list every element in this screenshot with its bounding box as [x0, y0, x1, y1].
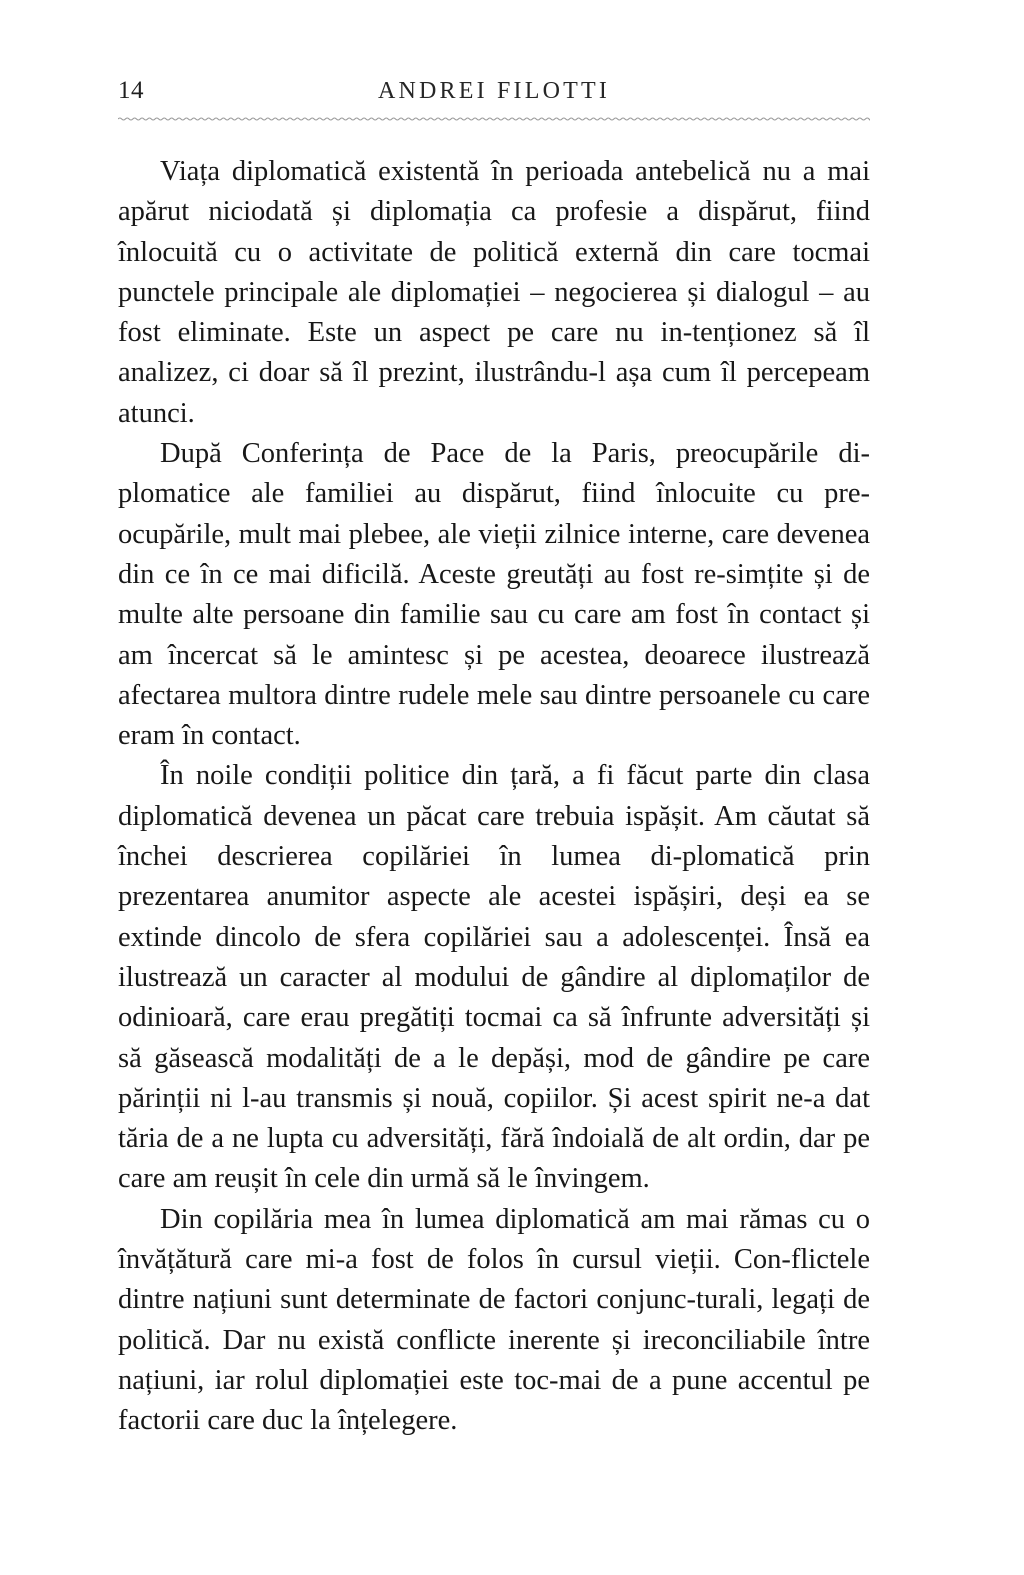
- paragraph: Viața diplomatică existentă în perioada antebelică nu a mai apărut niciodată și diplomația ca profesie a dispărut, fiind înlocuită cu o activitate de politică externă din care tocmai punctele principale ale diplomației – negocierea și dialogul – au fost eliminate. Este un aspect pe care nu in-tenționez să îl analizez, ci doar să îl prezint, ilustrându-l așa cum îl percepeam atunci.: [118, 156, 870, 429]
- running-head: [118, 78, 870, 114]
- wavy-rule-divider: [118, 112, 870, 126]
- page-number: 14: [118, 77, 144, 104]
- paragraph: În noile condiții politice din țară, a fi făcut parte din clasa diplomatică devenea un păcat care trebuia ispășit. Am căutat să închei descrierea copilăriei în lumea di-plomatică prin prezentarea anumitor aspecte ale acestei ispășiri, deși ea se extinde dincolo de sfera copilăriei sau a adolescenței. Însă ea ilustrează un caracter al modului de gândire al diplomaților de odinioară, care erau pregătiți tocmai ca să înfrunte adversități și să găsească modalități de a le depăși, mod de gândire pe care părinții ni l-au transmis și nouă, copiilor. Și acest spirit ne-a dat tăria de a ne lupta cu adversități, fără îndoială de alt ordin, dar pe care am reușit în cele din urmă să le învingem.: [118, 760, 870, 1195]
- running-head-title: ANDREI FILOTTI: [377, 78, 611, 104]
- body-text-block: [118, 152, 870, 1442]
- paragraph: După Conferința de Pace de la Paris, preocupările di-plomatice ale familiei au dispărut, fiind înlocuite cu pre-ocupările, mult mai plebee, ale vieții zilnice interne, care devenea din ce în ce mai dificilă. Aceste greutăți au fost re-simțite și de multe alte persoane din familie sau cu care am fost în contact și am încercat să le amintesc și pe acestea, deoarece ilustrează afectarea multora dintre rudele mele sau dintre persoanele cu care eram în contact.: [118, 438, 870, 752]
- paragraph: Din copilăria mea în lumea diplomatică am mai rămas cu o învățătură care mi-a fost de folos în cursul vieții. Con-flictele dintre națiuni sunt determinate de factori conjunc-turali, legați de politică. Dar nu există conflicte inerente și ireconciliabile între națiuni, iar rolul diplomației este toc-mai de a pune accentul pe factorii care duc la înțelegere.: [118, 1203, 870, 1437]
